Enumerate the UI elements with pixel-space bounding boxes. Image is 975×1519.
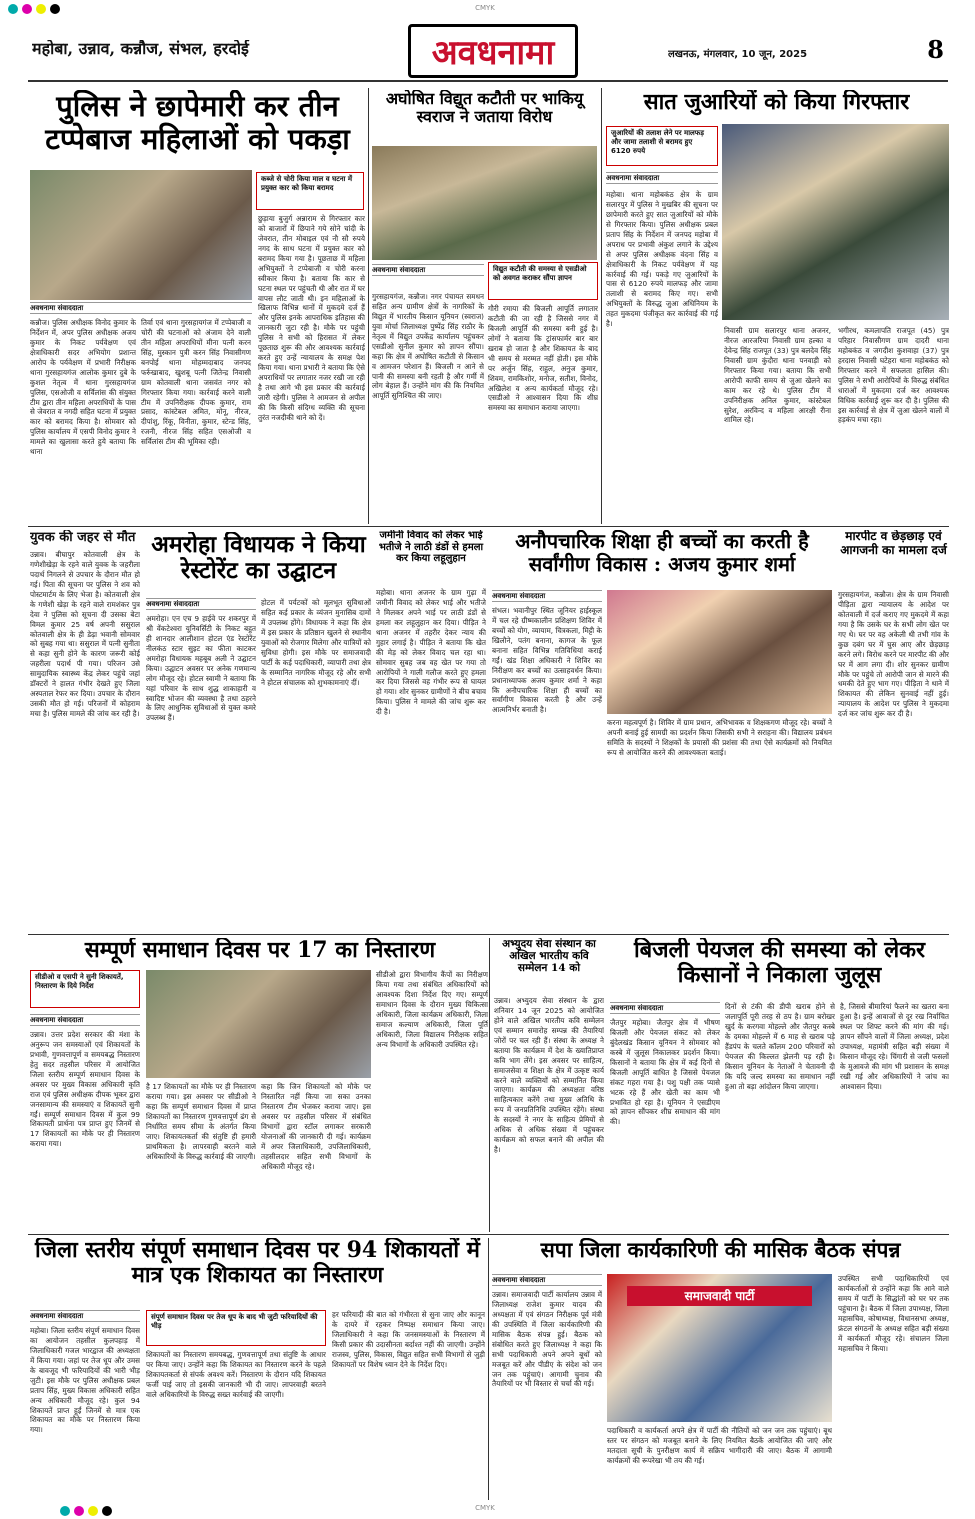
jila-body-col2: शिकायतों का निस्तारण समयबद्ध, गुणवत्तापूर्ण तथा संतुष्टि के आधार पर किया जाए। उन्होंने कहा कि शिकायत का निस्तारण करने के पहले शिकायतकर्ता से संपर्क अवश्य करें। निस्तारण के दौरान यदि शिकायत फर्जी पाई जाए तो इसकी जानकारी भी दी जाए। लापरवाही बरतने वाले अधिकारियों के विरुद्ध सख्त कार्रवाई की जाएगी। bbox=[146, 1350, 326, 1399]
bijli-byline: अवधनामा संवाददाता bbox=[372, 264, 484, 276]
samadhan-body-col3: कहा कि जिन शिकायतों को मौके पर निस्तारित नहीं किया जा सका उनका निस्तारण टीम भेजकर कराया जाए। इस अवसर पर तहसील परिसर में संबंधित विभागों द्वारा स्टॉल लगाकर सरकारी योजनाओं की जानकारी दी गई। कार्यक्रम में अपर जिलाधिकारी, उपजिलाधिकारी, तहसीलदार सहित सभी विभागों के अधिकारी मौजूद रहे। bbox=[261, 1082, 371, 1171]
police-body-col3: छुड़ाया बुजुर्ग अन्नाराम से गिरफ्तार कार को बाजारों में छिपाने गये सोने चांदी के जेवरात, तीन मोबाइल एवं नौ सौ रुपये नगद के साथ घटना में प्रयुक्त कार को बरामद किया गया है। पूछताछ में महिला अभियुक्तों ने टप्पेबाजी व चोरी करना स्वीकार किया है। बताया कि कार से घटना स्थल पर पहुंचती थी और रात में घर वापस लौट जाती थी। इन महिलाओं के खिलाफ विभिन्न थानों में मुकदमे दर्ज हैं और पुलिस इनके आपराधिक इतिहास की जानकारी जुटा रही है। मौके पर पहुंची पुलिस ने सभी को हिरासत में लेकर पूछताछ शुरू की और आवश्यक कार्रवाई करते हुए उन्हें न्यायालय के समक्ष पेश किया गया। थाना प्रभारी ने बताया कि ऐसे अपराधियों पर लगातार नजर रखी जा रही है तथा आगे भी इस प्रकार की कार्रवाई जारी रहेगी। पुलिस ने आमजन से अपील की कि किसी संदिग्ध व्यक्ति की सूचना तुरंत नजदीकी थाने को दें। bbox=[258, 214, 365, 422]
bijli-headline: अघोषित विद्युत कटौती पर भाकियू स्वराज ने जताया विरोध bbox=[385, 90, 584, 127]
masthead-rule bbox=[28, 80, 948, 82]
column-rule-4 bbox=[488, 1238, 489, 1500]
marpeet-headline: मारपीट व छेड़छाड़ एवं आगजनी का मामला दर्ज bbox=[840, 530, 947, 557]
jila-headline: जिला स्तरीय संपूर्ण समाधान दिवस पर 94 शिकायतों में मात्र एक शिकायत का निस्तारण bbox=[35, 1238, 480, 1289]
bijli-photo bbox=[372, 146, 597, 260]
sapa-body-col1: उन्नाव। समाजवादी पार्टी कार्यालय उन्नाव में जिलाध्यक्ष राजेश कुमार यादव की अध्यक्षता में एवं संगठन निरीक्षक पूर्व मंत्री की उपस्थिति में जिला कार्यकारिणी की मासिक बैठक संपन्न हुई। बैठक को संबोधित करते हुए जिलाध्यक्ष ने कहा कि सभी पदाधिकारी अपने अपने बूथों को मजबूत करें और पीडीए के संदेश को जन जन तक पहुंचाएं। आगामी चुनाव की तैयारियों पर भी विस्तार से चर्चा की गई। bbox=[492, 1290, 602, 1389]
jua-photo bbox=[722, 124, 949, 320]
samadhan-body-col1: उन्नाव। उत्तर प्रदेश सरकार की मंशा के अनुरूप जन समस्याओं एवं शिकायतों के प्रभावी, गुणवत्तापूर्ण व समयबद्ध निस्तारण हेतु सदर तहसील परिसर में आयोजित जिला स्तरीय सम्पूर्ण समाधान दिवस के अवसर पर मुख्य विकास अधिकारी कृति राज एवं पुलिस अधीक्षक दीपक भूकर द्वारा जनसामान्य की समस्याएं व शिकायतें सुनी गईं। सम्पूर्ण समाधान दिवस में कुल 99 शिकायती प्रार्थना पत्र प्राप्त हुए जिनमें से 17 शिकायतों का मौके पर ही निस्तारण कराया गया। bbox=[30, 1030, 140, 1149]
amroha-headline: अमरोहा विधायक ने किया रेस्टोरेंट का उद्घाटन bbox=[151, 532, 366, 585]
julus-byline: अवधनामा संवाददाता bbox=[610, 1002, 720, 1014]
police-byline: अवधनामा संवाददाता bbox=[30, 302, 252, 314]
kavi-headline: अभ्युदय सेवा संस्थान का अखिल भारतीय कवि सम्मेलन 14 को bbox=[502, 938, 596, 975]
registration-dots-top bbox=[8, 4, 128, 14]
print-mark-top: CMYK bbox=[475, 4, 495, 12]
jila-body-col3: हर फरियादी की बात को गंभीरता से सुना जाए और कानून के दायरे में रहकर निष्पक्ष समाधान किया जाए। जिलाधिकारी ने कहा कि जनसमस्याओं के निस्तारण में किसी प्रकार की उदासीनता बर्दाश्त नहीं की जाएगी। उन्होंने राजस्व, पुलिस, विकास, विद्युत सहित सभी विभागों से जुड़ी शिकायतों पर विशेष ध्यान देने के निर्देश दिए। bbox=[332, 1310, 485, 1369]
marpeet-body: गुरसहायगंज, कन्नौज। क्षेत्र के ग्राम निवासी पीड़िता द्वारा न्यायालय के आदेश पर कोतवाली में दर्ज कराए गए मुकदमे में कहा गया है कि उसके घर के सभी लोग खेत पर गए थे। घर पर वह अकेली थी तभी गांव के कुछ दबंग घर में घुस आए और छेड़छाड़ करने लगे। विरोध करने पर मारपीट की और घर में आग लगा दी। शोर सुनकर ग्रामीण मौके पर पहुंचे तो आरोपी जान से मारने की धमकी देते हुए भाग गए। पीड़िता ने थाने में शिकायत की लेकिन सुनवाई नहीं हुई। न्यायालय के आदेश पर पुलिस ने मुकदमा दर्ज कर जांच शुरू कर दी है। bbox=[838, 590, 949, 719]
shiksha-body-col1: संभल। भवानीपुर स्थित जूनियर हाईस्कूल में चल रहे ग्रीष्मकालीन प्रशिक्षण शिविर में बच्चों को योग, व्यायाम, चित्रकला, मिट्टी के खिलौने, पतंग बनाना, कागज के फूल बनाना सहित विभिन्न गतिविधियां कराई गईं। खंड शिक्षा अधिकारी ने शिविर का निरीक्षण कर बच्चों का उत्साहवर्धन किया। प्रधानाध्यापक अजय कुमार शर्मा ने कहा कि अनौपचारिक शिक्षा ही बच्चों का सर्वांगीण विकास करती है और उन्हें आत्मनिर्भर बनाती है। bbox=[492, 606, 602, 715]
yuvak-headline: युवक की जहर से मौत bbox=[30, 530, 136, 545]
amroha-byline: अवधनामा संवाददाता bbox=[146, 598, 256, 610]
row-divider-3 bbox=[28, 1234, 949, 1235]
yuvak-body: उन्नाव। बीघापुर कोतवाली क्षेत्र के गणेशीखेड़ा के रहने वाले युवक के जहरीला पदार्थ निगलने से उपचार के दौरान मौत हो गई। पिता की सूचना पर पुलिस ने शव को पोस्टमार्टम के लिए भेजा है। कोतवाली क्षेत्र के गणेशी खेड़ा के रहने वाले रामशंकर पुत्र देवा ने पुलिस को सूचना दी उसका बेटा विमल कुमार 25 वर्ष अपनी ससुराल कोतवाली क्षेत्र के ही डेढ़ा भवानी सोमवार को सुबह गया था। ससुराल में पत्नी सुनीता से कहा सुनी होने के कारण जरूरी कोई जहरीला पदार्थ पी गया। परिजन उसे सामुदायिक स्वास्थ्य केंद्र लेकर पहुंचे जहां डॉक्टरों ने हालत गंभीर देखते हुए जिला अस्पताल रेफर कर दिया। उपचार के दौरान उसकी मौत हो गई। परिजनों में कोहराम मचा है। पुलिस मामले की जांच कर रही है। bbox=[30, 550, 140, 718]
police-caption: कब्जे से चोरी किया माल व घटना में प्रयुक्त कार को किया बरामद bbox=[256, 172, 364, 210]
bijli-body-col1: गुरसहायगंज, कन्नौज। नगर पंचायत समधन सहित अन्य ग्रामीण क्षेत्रों के नागरिकों के विद्युत में भारतीय किसान यूनियन (स्वराज) युवा मोर्चा जिलाध्यक्ष पुष्पेंद्र सिंह राठौर के नेतृत्व में विद्युत उपकेंद्र कार्यालय पहुंचकर एसडीओ सुनील कुमार को ज्ञापन सौंपा। कहा कि क्षेत्र में अघोषित कटौती से किसान व आमजन परेशान हैं। बिजली न आने से पानी की समस्या बनी रहती है और गर्मी में लोग बेहाल हैं। उन्होंने मांग की कि नियमित आपूर्ति सुनिश्चित की जाए। bbox=[372, 292, 484, 401]
sapa-photo bbox=[607, 1274, 832, 1422]
sapa-body-col2: पदाधिकारी व कार्यकर्ता अपने क्षेत्र में पार्टी की नीतियों को जन जन तक पहुंचाएं। बूथ स्तर पर संगठन को मजबूत बनाने के लिए नियमित बैठकें आयोजित की जाएं और मतदाता सूची के पुनरीक्षण कार्य में सक्रिय भागीदारी की जाए। बैठक में आगामी कार्यक्रमों की रूपरेखा भी तय की गई। bbox=[607, 1426, 832, 1465]
shiksha-photo bbox=[607, 590, 832, 714]
jua-body-col3: भगीरथ, कमलापति राजपूत (45) पुत्र परिहार निवासीगण ग्राम दादरी थाना महोबकंठ व जगदीश कुशवाहा (37) पुत्र हरदास निवासी घटेहरा थाना महोबकंठ को गिरफ्तार करने में सफलता हासिल की। पुलिस ने सभी आरोपियों के विरुद्ध संबंधित धाराओं में मुकदमा दर्ज कर आवश्यक विधिक कार्रवाई शुरू कर दी है। पुलिस की इस कार्रवाई से क्षेत्र में जुआ खेलने वालों में हड़कंप मचा रहा। bbox=[838, 326, 949, 425]
masthead bbox=[28, 22, 948, 82]
jua-caption: जुआरियों की तलाश लेने पर मालफड़ और जामा तलाशी से बरामद हुए 6120 रुपये bbox=[606, 126, 718, 166]
sapa-byline: अवधनामा संवाददाता bbox=[492, 1274, 602, 1286]
column-rule-3 bbox=[489, 938, 490, 1232]
sapa-headline: सपा जिला कार्यकारिणी की मासिक बैठक संपन्न bbox=[540, 1238, 901, 1262]
masthead-title: अवधनामा bbox=[431, 33, 555, 73]
samadhan-body-col2: है 17 शिकायतों का मौके पर ही निस्तारण कराया गया। इस अवसर पर सीडीओ ने कहा कि सम्पूर्ण समाधान दिवस में प्राप्त शिकायतों का निस्तारण गुणवत्तापूर्ण ढंग से निर्धारित समय सीमा के अंतर्गत किया जाए। शिकायतकर्ता की संतुष्टि ही हमारी प्राथमिकता है। लापरवाही बरतने वाले अधिकारियों के विरुद्ध कार्रवाई की जाएगी। bbox=[146, 1082, 256, 1161]
zameen-headline: जमीनी विवाद को लेकर भाई भतीजे ने लाठी डंडों से हमला कर किया लहूलुहान bbox=[378, 530, 484, 564]
samadhan-caption: सीडीओ व एसपी ने सुनी शिकायतें, निस्तारण के दिये निर्देश bbox=[30, 970, 140, 1008]
shiksha-body-col2: करना महत्वपूर्ण है। शिविर में ग्राम प्रधान, अभिभावक व शिक्षकगण मौजूद रहे। बच्चों ने अपनी बनाई हुई सामग्री का प्रदर्शन किया जिसकी सभी ने सराहना की। विद्यालय प्रबंधन समिति के सदस्यों ने शिक्षकों के प्रयासों की प्रशंसा की तथा ऐसे कार्यक्रमों को नियमित रूप से आयोजित करने की आवश्यकता बताई। bbox=[607, 718, 832, 757]
jua-byline: अवधनामा संवाददाता bbox=[606, 172, 718, 184]
police-body-col1: कन्नौज। पुलिस अधीक्षक विनोद कुमार के निर्देशन में, अपर पुलिस अधीक्षक अजय कुमार के निकट पर्यवेक्षण एवं क्षेत्राधिकारी सदर अभियोग प्रशान्त आरोप के पर्यवेक्षण में प्रभारी निरीक्षक थाना गुरसहायगंज आलोक कुमार दुबे के कुशल नेतृत्व में थाना गुरसहायगंज पुलिस, एसओजी व सर्विलांस की संयुक्त टीम द्वारा तीन महिला अपराधियों के पास से जेवरात व नगदी सहित घटना में प्रयुक्त कार को बरामद किया है। सोमवार को पुलिस कार्यालय में एसपी विनोद कुमार ने मामले का खुलासा करते हुये बताया कि थाना bbox=[30, 318, 136, 457]
amroha-body-col1: अमरोहा। एन एच 9 हाईवे पर शकरपुर में श्री वेंकटेश्वरा यूनिवर्सिटी के निकट बहुत ही शानदार आलीशान होटल एंड रेस्टोरेंट नीलकंठ स्टार सुइट का फीता काटकर अमरोहा विधायक महबूब अली ने उद्घाटन किया। उद्घाटन अवसर पर अनेक गणमान्य लोग मौजूद रहे। होटल स्वामी ने बताया कि यहां परिवार के साथ शुद्ध शाकाहारी व स्वादिष्ट भोजन की व्यवस्था है तथा ठहरने के लिए आधुनिक सुविधाओं से युक्त कमरे उपलब्ध हैं। bbox=[146, 614, 256, 723]
jua-body-col1: महोबा। थाना महोबकंठ क्षेत्र के ग्राम सलारपुर में पुलिस ने मुखबिर की सूचना पर छापेमारी करते हुए सात जुआरियों को मौके से गिरफ्तार किया। पुलिस अधीक्षक प्रबल प्रताप सिंह के निर्देशन में जनपद महोबा में अपराध पर प्रभावी अंकुश लगाने के उद्देश्य से अपर पुलिस अधीक्षक वंदना सिंह व क्षेत्राधिकारी के निकट पर्यवेक्षण में यह कार्रवाई की गई। पकड़े गए जुआरियों के पास से 6120 रुपये मालफड़ और जामा तलाशी से बरामद किए गए। सभी अभियुक्तों के विरुद्ध जुआ अधिनियम के तहत मुकदमा पंजीकृत कर कार्रवाई की गई है। bbox=[606, 190, 718, 329]
shiksha-byline: अवधनामा संवाददाता bbox=[492, 590, 602, 602]
column-rule-2 bbox=[601, 88, 602, 524]
bijli-body-col2: गौरी रमाया की बिजली आपूर्ति लगातार कटौती की जा रही है जिससे नगर में बिजली आपूर्ति की समस्या बनी हुई है। लोगों ने बताया कि ट्रांसफार्मर बार बार खराब हो जाता है और शिकायत के बाद भी समय से मरम्मत नहीं होती। इस मौके पर अर्जुन सिंह, राहुल, अनुज कुमार, शिवम, रामकिशोर, मनोज, सतीश, विनोद, अखिलेश व अन्य कार्यकर्ता मौजूद रहे। एसडीओ ने आश्वासन दिया कि शीघ्र समस्या का समाधान कराया जाएगा। bbox=[488, 304, 598, 413]
row-divider-2 bbox=[28, 934, 949, 935]
jua-headline: सात जुआरियों को किया गिरफ्तार bbox=[643, 90, 910, 115]
masthead-logo bbox=[408, 24, 578, 78]
page-number: 8 bbox=[927, 36, 944, 64]
jila-byline: अवधनामा संवाददाता bbox=[30, 1310, 140, 1322]
row-divider-1 bbox=[28, 526, 949, 527]
samadhan-body-col4: सीडीओ द्वारा विभागीय कैंपों का निरीक्षण किया गया तथा संबंधित अधिकारियों को आवश्यक दिशा निर्देश दिए गए। सम्पूर्ण समाधान दिवस के दौरान मुख्य चिकित्सा अधिकारी, जिला कार्यक्रम अधिकारी, जिला समाज कल्याण अधिकारी, जिला पूर्ति अधिकारी, जिला विद्यालय निरीक्षक सहित अन्य विभागों के अधिकारी उपस्थित रहे। bbox=[376, 970, 488, 1049]
police-body-col2: तिर्वा एवं थाना गुरसहायगंज में टप्पेबाजी व चोरी की घटनाओं को अंजाम देने वाली तीन महिला अपराधियों मीना पत्नी करन सिंह, मुस्कान पुत्री करन सिंह निवासीगण बनपोई थाना मोहम्मदाबाद जनपद फर्रुखाबाद, खुशबू पत्नी जितेन्द्र निवासी ग्राम कोतवाली थाना जसवंत नगर को गिरफ्तार किया गया। कार्रवाई करने वाली टीम में उपनिरीक्षक दीपक कुमार, राम प्रसाद, कांस्टेबल अमित, मोनू, नीरज, दीपांशु, रिंकू, विनीता, कुमार, स्टेन्ड सिंह, रजनी, नीरज सिंह सहित एसओजी व सर्विलांस टीम की भूमिका रही। bbox=[141, 318, 251, 447]
print-mark-bottom: CMYK bbox=[475, 1504, 495, 1512]
samadhan-byline: अवधनामा संवाददाता bbox=[30, 1014, 140, 1026]
samadhan-headline: सम्पूर्ण समाधान दिवस पर 17 का निस्तारण bbox=[84, 938, 436, 963]
column-rule-1 bbox=[368, 88, 369, 524]
jila-caption: संपूर्ण समाधान दिवस पर तेज धूप के बाद भी जुटी फरियादियों की भीड़ bbox=[146, 1310, 326, 1346]
samadhan-photo bbox=[146, 970, 371, 1078]
police-photo bbox=[30, 170, 252, 300]
amroha-body-col2: होटल में पर्यटकों को मूलभूत सुविधाओं सहित कई प्रकार के व्यंजन मुनासिब दामों में उपलब्ध होंगे। विधायक ने कहा कि क्षेत्र में इस प्रकार के प्रतिष्ठान खुलने से स्थानीय युवाओं को रोजगार मिलेगा और यात्रियों को सुविधा होगी। इस मौके पर समाजवादी पार्टी के कई पदाधिकारी, व्यापारी तथा क्षेत्र के सम्मानित नागरिक मौजूद रहे और सभी ने होटल संचालक को शुभकामनाएं दीं। bbox=[261, 598, 371, 687]
masthead-districts: महोबा, उन्नाव, कन्नौज, संभल, हरदोई bbox=[32, 40, 249, 58]
bijli-caption: विद्युत कटौती की समस्या से एसडीओ को अवगत कराकर सौंपा ज्ञापन bbox=[488, 262, 598, 300]
sapa-banner: समाजवादी पार्टी bbox=[627, 1286, 812, 1306]
kavi-body: उन्नाव। अभ्युदय सेवा संस्थान के द्वारा शनिवार 14 जून 2025 को आयोजित होने वाले अखिल भारतीय कवि सम्मेलन एवं सम्मान समारोह सम्पन्न की तैयारियां जोरों पर चल रही हैं। संस्था के अध्यक्ष ने बताया कि कार्यक्रम में देश के ख्यातिप्राप्त कवि भाग लेंगे। इस अवसर पर साहित्य, समाजसेवा व शिक्षा के क्षेत्र में उत्कृष्ट कार्य करने वाले व्यक्तियों को सम्मानित किया जाएगा। कार्यक्रम की अध्यक्षता वरिष्ठ साहित्यकार करेंगे तथा मुख्य अतिथि के रूप में जनप्रतिनिधि उपस्थित रहेंगे। संस्था के सदस्यों ने नगर के साहित्य प्रेमियों से अधिक से अधिक संख्या में पहुंचकर कार्यक्रम को सफल बनाने की अपील की है। bbox=[494, 996, 604, 1155]
shiksha-headline: अनौपचारिक शिक्षा ही बच्चों का करती है सर्वांगीण विकास : अजय कुमार शर्मा bbox=[515, 530, 809, 576]
julus-headline: बिजली पेयजल की समस्या को लेकर किसानों ने निकाला जुलूस bbox=[633, 938, 926, 989]
registration-dots-bottom bbox=[60, 1506, 180, 1516]
masthead-dateline: लखनऊ, मंगलवार, 10 जून, 2025 bbox=[668, 49, 808, 60]
sapa-body-col3: उपस्थित सभी पदाधिकारियों एवं कार्यकर्ताओं से उन्होंने कहा कि आने वाले समय में पार्टी के सिद्धांतों को घर घर तक पहुंचाना है। बैठक में जिला उपाध्यक्ष, जिला महासचिव, कोषाध्यक्ष, विधानसभा अध्यक्ष, फ्रंटल संगठनों के अध्यक्ष सहित बड़ी संख्या में कार्यकर्ता मौजूद रहे। संचालन जिला महासचिव ने किया। bbox=[838, 1274, 949, 1353]
julus-body-col1: जैतपुर महोबा। जैतपुर क्षेत्र में भीषण बिजली और पेयजल संकट को लेकर बुंदेलखंड किसान यूनियन ने सोमवार को कस्बे में जुलूस निकालकर प्रदर्शन किया। किसानों ने बताया कि क्षेत्र में कई दिनों से बिजली आपूर्ति बाधित है जिससे पेयजल संकट गहरा गया है। पशु पक्षी तक प्यासे भटक रहे हैं और खेती का काम भी प्रभावित हो रहा है। यूनियन ने एसडीएम को ज्ञापन सौंपकर शीघ्र समाधान की मांग की। bbox=[610, 1018, 720, 1127]
julus-body-col3: है, जिससे बीमारियां फैलने का खतरा बना हुआ है। इन्हें आवाजों से दूर रख निर्वाचित स्थल पर शिफ्ट करने की मांग की गई। ज्ञापन सौंपने वालों में जिला अध्यक्ष, प्रदेश उपाध्यक्ष, महामंत्री सहित बड़ी संख्या में किसान मौजूद रहे। चिंगारी से जली फसलों के मुआवजे की मांग भी प्रशासन के समक्ष रखी गई और अधिकारियों ने जांच का आश्वासन दिया। bbox=[840, 1002, 949, 1091]
police-headline: पुलिस ने छापेमारी कर तीन टप्पेबाज महिलाओं को पकड़ा bbox=[45, 90, 350, 157]
jila-body-col1: महोबा। जिला स्तरीय संपूर्ण समाधान दिवस का आयोजन तहसील कुलपहाड़ में जिलाधिकारी गजल भारद्वाज की अध्यक्षता में किया गया। जहां पर तेज धूप और उमस के बावजूद भी फरियादियों की भारी भीड़ जुटी। इस मौके पर पुलिस अधीक्षक प्रबल प्रताप सिंह, मुख्य विकास अधिकारी सहित अन्य अधिकारी मौजूद रहे। कुल 94 शिकायतें प्राप्त हुईं जिनमें से मात्र एक शिकायत का मौके पर निस्तारण किया गया। bbox=[30, 1326, 140, 1435]
jua-body-col2: निवासी ग्राम सलारपुर थाना अजनर, नीरज आरजरिया निवासी ग्राम हल्का व देवेन्द्र सिंह राजपूत (33) पुत्र बलदेव सिंह निवासी ग्राम कुंदौरा थाना पनवाड़ी को गिरफ्तार किया गया। बताया कि सभी आरोपी काफी समय से जुआ खेलने का काम कर रहे थे। पुलिस टीम में उपनिरीक्षक अनिल कुमार, कांस्टेबल सुरेश, अरविन्द व महिला आरक्षी रीना शामिल रहे। bbox=[724, 326, 831, 425]
julus-body-col2: दिनों से टंकी की डीपी खराब होने से जलापूर्ति पूरी तरह से ठप है। ग्राम बरोखर खुर्द के करगवा मोहल्ले और जैतपुर कस्बे के दमका मोहल्ले में 6 माह से खराब पड़े हैंडपंप के चलते कॉलम 200 परिवारों को पेयजल की किल्लत झेलनी पड़ रही है। किसान यूनियन के नेताओं ने चेतावनी दी कि यदि जल्द समस्या का समाधान नहीं हुआ तो बड़ा आंदोलन किया जाएगा। bbox=[725, 1002, 835, 1091]
zameen-body: महोबा। थाना अजनर के ग्राम गुढ़ा में जमीनी विवाद को लेकर भाई और भतीजे ने मिलकर अपने भाई पर लाठी डंडों से हमला कर लहूलुहान कर दिया। पीड़ित ने थाना अजनर में तहरीर देकर न्याय की गुहार लगाई है। पीड़ित ने बताया कि खेत की मेड़ को लेकर विवाद चल रहा था। सोमवार सुबह जब वह खेत पर गया तो आरोपियों ने गाली गलौज करते हुए हमला कर दिया जिससे वह गंभीर रूप से घायल हो गया। शोर सुनकर ग्रामीणों ने बीच बचाव किया। पुलिस ने मामले की जांच शुरू कर दी है। bbox=[376, 588, 486, 717]
